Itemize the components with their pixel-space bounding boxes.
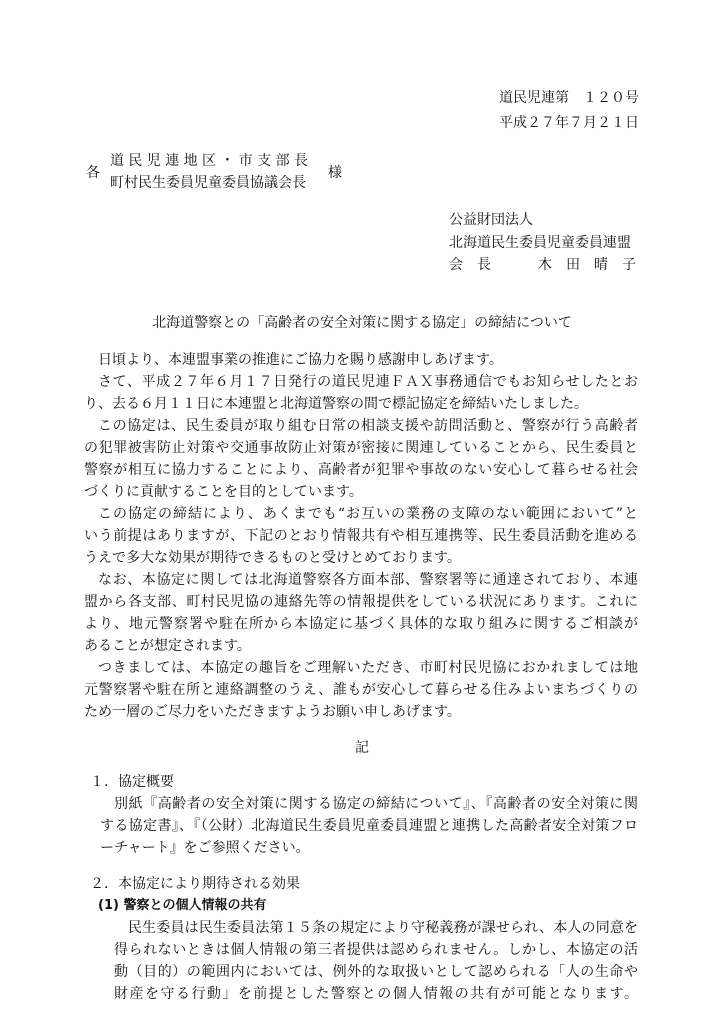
body-line: 日頃より、本連盟事業の推進にご協力を賜り感謝申しあげます。 (98, 352, 503, 368)
body-line: の犯罪被害防止対策や交通事故防止対策が密接に関連していることから、民生委員と (84, 440, 638, 456)
body-line: この協定は、民生委員が取り組む日常の相談支援や訪問活動と、警察が行う高齢者 (98, 418, 638, 434)
body-line: さて、平成２７年６月１７日発行の道民児連ＦＡＸ事務通信でもお知らせしたとお (98, 374, 638, 390)
document-number: 道民児連第 １２０号 (499, 90, 639, 106)
body-line: あることが想定されます。 (84, 638, 251, 654)
sender-title: 会 長 (449, 257, 491, 273)
body-line: ため一層のご尽力をいただきますようお願い申しあげます。 (84, 704, 461, 720)
addressee-prefix: 各 (86, 165, 100, 181)
body-line: なお、本協定に関しては北海道警察各方面本部、警察署等に通達されており、本連 (98, 572, 638, 588)
section-1-line: ーチャート』をご参照ください。 (100, 840, 310, 856)
body-line: この協定の締結により、あくまでも“お互いの業務の支障のない範囲において”と (98, 506, 638, 522)
section-2-heading: ２．本協定により期待される効果 (90, 876, 300, 892)
section-2-line: 動（目的）の範囲内においては、例外的な取扱いとして認められる「人の生命や (114, 964, 638, 980)
body-line: うえで多大な効果が期待できるものと受けとめております。 (84, 550, 461, 566)
ki-marker: 記 (355, 740, 369, 756)
addressee-line-2: 町村民生委員児童委員協議会長 (110, 175, 306, 191)
body-line: づくりに貢献することを目的としています。 (84, 484, 363, 500)
body-line: 元警察署や駐在所と連絡調整のうえ、誰もが安心して暮らせる住みよいまちづくりの (84, 682, 638, 698)
section-2-line: 民生委員は民生委員法第１５条の規定により守秘義務が課せられ、本人の同意を (128, 920, 638, 936)
section-1-line: 別紙『高齢者の安全対策に関する協定の締結について』、『高齢者の安全対策に関 (114, 796, 638, 812)
addressee-line-1: 道民児連地区・市支部長 (110, 153, 313, 169)
sender-name: 木 田 晴 子 (538, 257, 636, 273)
body-line: り、去る６月１１日に本連盟と北海道警察の間で標記協定を締結いたしました。 (84, 396, 588, 412)
section-2-line: 得られないときは個人情報の第三者提供は認められません。しかし、本協定の活 (114, 942, 638, 958)
document-title: 北海道警察との「高齢者の安全対策に関する協定」の締結について (152, 315, 572, 331)
sender-organization-name: 北海道民生委員児童委員連盟 (449, 235, 631, 251)
body-line: いう前提はありますが、下記のとおり情報共有や相互連携等、民生委員活動を進める (84, 528, 638, 544)
body-line: より、地元警察署や駐在所から本協定に基づく具体的な取り組みに関するご相談が (84, 616, 638, 632)
body-line: つきましては、本協定の趣旨をご理解いただき、市町村民児協におかれましては地 (98, 660, 638, 676)
document-date: 平成２７年７月２１日 (499, 115, 639, 131)
section-2-line: 財産を守る行動」を前提とした警察との個人情報の共有が可能となります。 (114, 986, 638, 1002)
section-1-heading: １．協定概要 (90, 774, 174, 790)
section-1-line: する協定書』、『（公財）北海道民生委員児童委員連盟と連携した高齢者安全対策フロ (100, 818, 638, 834)
body-line: 警察が相互に協力することにより、高齢者が犯罪や事故のない安心して暮らせる社会 (84, 462, 638, 478)
sender-organization-type: 公益財団法人 (449, 212, 533, 228)
addressee-suffix: 様 (328, 165, 342, 181)
body-line: 盟から各支部、町村民児協の連絡先等の情報提供をしている状況にあります。これに (84, 594, 638, 610)
section-2-subheading: (1) 警察との個人情報の共有 (98, 898, 267, 913)
